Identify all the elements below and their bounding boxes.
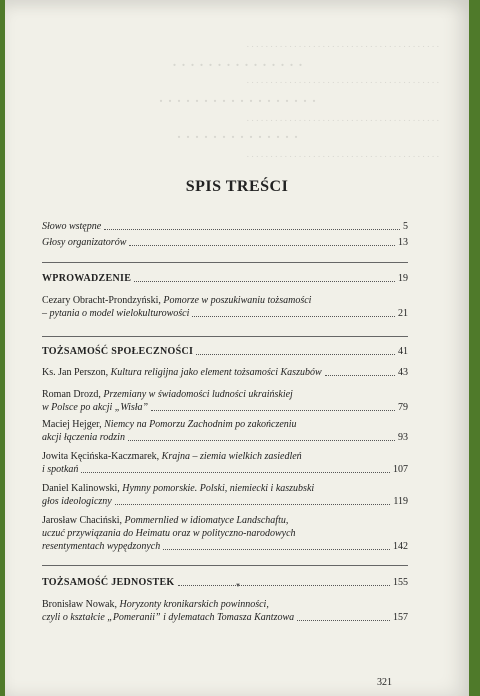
page-title: SPIS TREŚCI [185,178,289,195]
section-title: TOŻSAMOŚĆ SPOŁECZNOŚCI [42,346,194,357]
entry-author: Jarosław Chaciński, [42,515,122,526]
toc-entry[interactable] [42,450,408,476]
bleed-through-text: . . . . . . . . . . . . . . . . . . . . . . . . . . . . . . . . . . . . . . . . . . . . . . . . . . . . . . . . . . . . . . . . . . . . . . . . . . . . . . . . . . . . . . . . . . . . . . . . . . . . . . . . . . . . . . . . . . . . . . . . . . . . . . . . . . . . . . . . . . . . . . . . . . . . . . . . . . . . . . . . . . . . . . . . . . . . . . . . . . . . . . . . . . . . . . . . . . . . . . . . . . . . . . . . . . . [158,40,439,160]
entry-page: 79 [398,402,408,413]
entry-page: 93 [398,432,408,443]
entry-title-line: głos ideologiczny [42,496,112,507]
toc-entry[interactable] [42,388,408,414]
leader-dots [163,549,390,550]
entry-page: 5 [403,221,408,232]
toc-section-heading[interactable] [42,272,408,285]
section-divider [42,336,408,337]
leader-dots [129,245,395,246]
toc-entry[interactable] [42,418,408,444]
leader-dots [104,229,400,230]
leader-dots [325,375,395,376]
leader-dots [134,281,395,282]
entry-title-line: Hymny pomorskie. Polski, niemiecki i kaszubski [122,483,315,494]
toc-entry[interactable] [42,366,408,379]
entry-title: Słowo wstępne [42,221,102,232]
entry-title-line: Kultura religijna jako element tożsamości Kaszubów [110,367,322,378]
toc-entry[interactable] [42,294,408,320]
entry-title-line: resentymentach wypędzonych [42,541,161,552]
entry-title-line: uczuć przywiązania do Heimatu oraz w polityczno-narodowych [42,528,296,539]
section-page: 41 [398,346,408,357]
section-page: 155 [393,577,408,588]
entry-title-line: Pomorze w poszukiwaniu tożsamości [163,295,312,306]
leader-dots [115,504,391,505]
section-title: TOŻSAMOŚĆ JEDNOSTEK [42,577,175,588]
leader-dots [192,316,395,317]
book-page [5,0,469,696]
toc-entry[interactable] [42,482,408,508]
entry-title-line: czyli o kształcie „Pomeranii” i dylematach Tomasza Kantzowa [42,612,295,623]
leader-dots [128,440,395,441]
leader-dots [151,410,395,411]
entry-author: Cezary Obracht-Prondzyński, [42,295,161,306]
entry-page: 157 [393,612,408,623]
entry-page: 21 [398,308,408,319]
entry-author: Jowita Kęcińska-Kaczmarek, [42,451,160,462]
print-mark: ▼ [235,583,241,589]
entry-author: Bronisław Nowak, [42,599,117,610]
entry-title-line: Horyzonty kronikarskich powinności, [119,599,269,610]
entry-title-line: Krajna – ziemia wielkich zasiedleń [161,451,302,462]
entry-title-line: i spotkań [42,464,79,475]
toc-entry[interactable] [42,514,408,553]
entry-title: Głosy organizatorów [42,237,127,248]
entry-page: 107 [393,464,408,475]
leader-dots [196,354,395,355]
entry-author: Daniel Kalinowski, [42,483,120,494]
entry-title-line: akcji łączenia rodzin [42,432,125,443]
entry-title-line: Pommernlied w idiomatyce Landschaftu, [124,515,289,526]
leader-dots [297,620,390,621]
section-title: WPROWADZENIE [42,273,132,284]
toc-entry-intro[interactable] [42,220,408,233]
entry-title-line: w Polsce po akcji „Wisła” [42,402,149,413]
entry-author: Roman Drozd, [42,389,101,400]
entry-author: Ks. Jan Perszon, [42,367,109,378]
section-page: 19 [398,273,408,284]
toc-entry-intro[interactable] [42,236,408,249]
toc-entry[interactable] [42,598,408,624]
entry-page: 43 [398,367,408,378]
entry-title-line: – pytania o model wielokulturowości [42,308,190,319]
toc-section-heading[interactable] [42,345,408,358]
leader-dots [81,472,390,473]
toc-section-heading[interactable] [42,576,408,589]
entry-page: 13 [398,237,408,248]
page-number: 321 [377,677,392,688]
entry-page: 142 [393,541,408,552]
entry-title-line: Przemiany w świadomości ludności ukraińskiej [103,389,293,400]
entry-page: 119 [393,496,408,507]
entry-author: Maciej Hejger, [42,419,102,430]
section-divider [42,262,408,263]
entry-title-line: Niemcy na Pomorzu Zachodnim po zakończeniu [104,419,297,430]
leader-dots [178,585,391,586]
section-divider [42,565,408,566]
